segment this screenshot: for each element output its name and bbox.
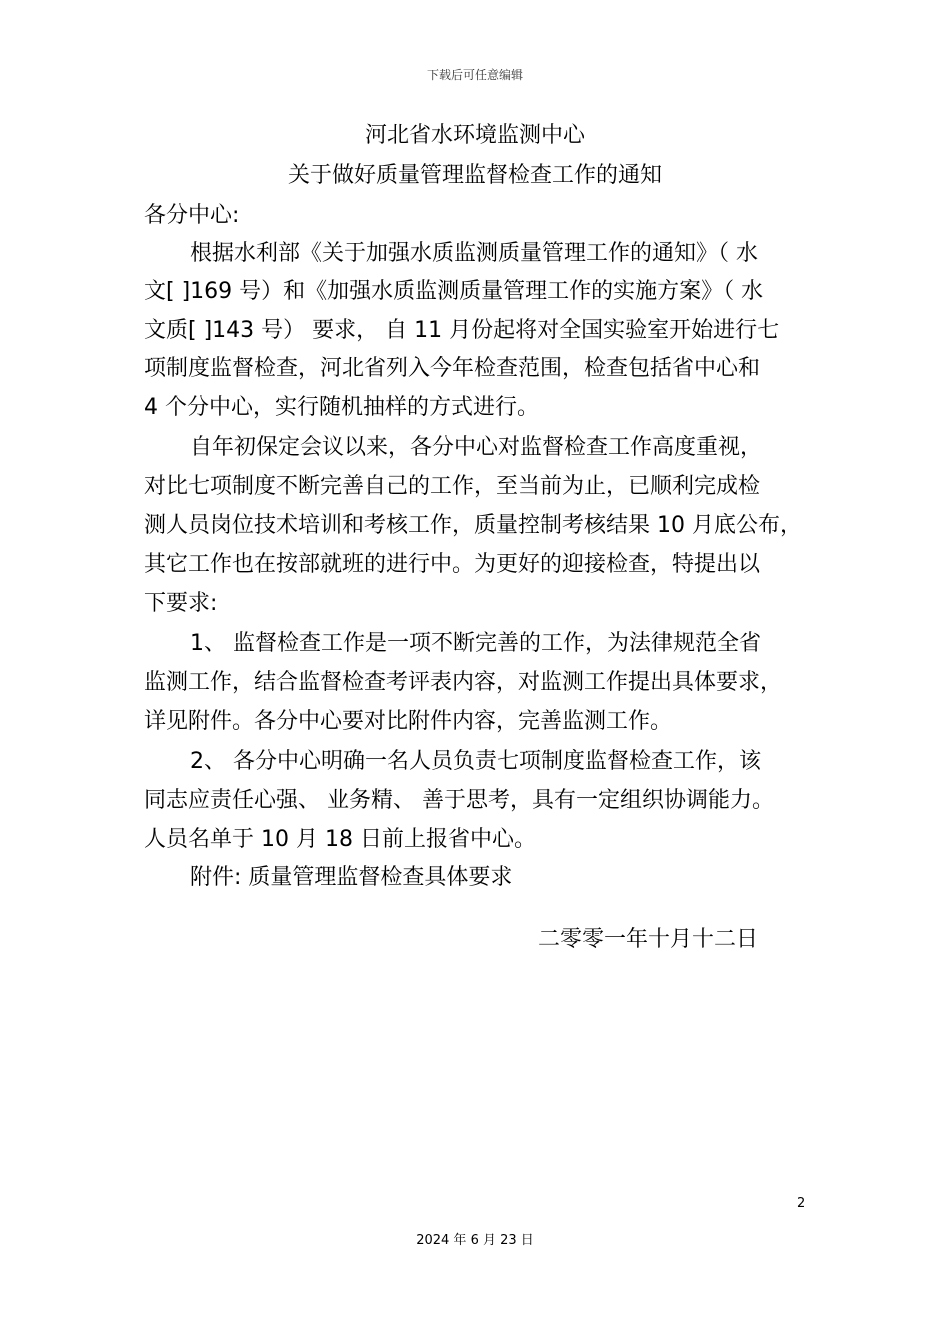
footer-date: 2024 年 6 月 23 日	[416, 1233, 534, 1248]
document-date: 二零零一年十月十二日	[538, 927, 759, 952]
body-line: 1、 监督检查工作是一项不断完善的工作，为法律规范全省	[190, 631, 761, 656]
title-line-1: 河北省水环境监测中心	[364, 123, 585, 148]
body-line: 详见附件。各分中心要对比附件内容，完善监测工作。	[144, 709, 673, 734]
body-line: 自年初保定会议以来，各分中心对监督检查工作高度重视，	[190, 435, 763, 460]
attachment-line: 附件: 质量管理监督检查具体要求	[190, 865, 513, 890]
body-line: 文质[ ]143 号） 要求， 自 11 月份起将对全国实验室开始进行七	[144, 318, 780, 343]
body-line: 测人员岗位技术培训和考核工作，质量控制考核结果 10 月底公布，	[144, 513, 802, 538]
title-line-2: 关于做好质量管理监督检查工作的通知	[287, 163, 662, 188]
body-line: 根据水利部《关于加强水质监测质量管理工作的通知》（ 水	[190, 241, 758, 266]
body-line: 监测工作，结合监督检查考评表内容，对监测工作提出具体要求，	[144, 670, 783, 695]
header-note: 下载后可任意编辑	[426, 68, 523, 82]
body-line: 2、 各分中心明确一名人员负责七项制度监督检查工作，该	[190, 749, 761, 774]
salutation: 各分中心:	[144, 203, 240, 228]
body-line: 文[ ]169 号）和《加强水质监测质量管理工作的实施方案》（ 水	[144, 279, 764, 304]
body-line: 同志应责任心强、 业务精、 善于思考，具有一定组织协调能力。	[144, 788, 774, 813]
body-line: 项制度监督检查，河北省列入今年检查范围，检查包括省中心和	[144, 356, 761, 381]
body-line: 对比七项制度不断完善自己的工作，至当前为止，已顺利完成检	[144, 474, 761, 499]
body-line: 下要求:	[144, 591, 218, 616]
page-number: 2	[797, 1196, 806, 1211]
body-line: 人员名单于 10 月 18 日前上报省中心。	[144, 827, 536, 852]
body-line: 其它工作也在按部就班的进行中。为更好的迎接检查，特提出以	[144, 552, 761, 577]
body-line: 4 个分中心，实行随机抽样的方式进行。	[144, 395, 539, 420]
